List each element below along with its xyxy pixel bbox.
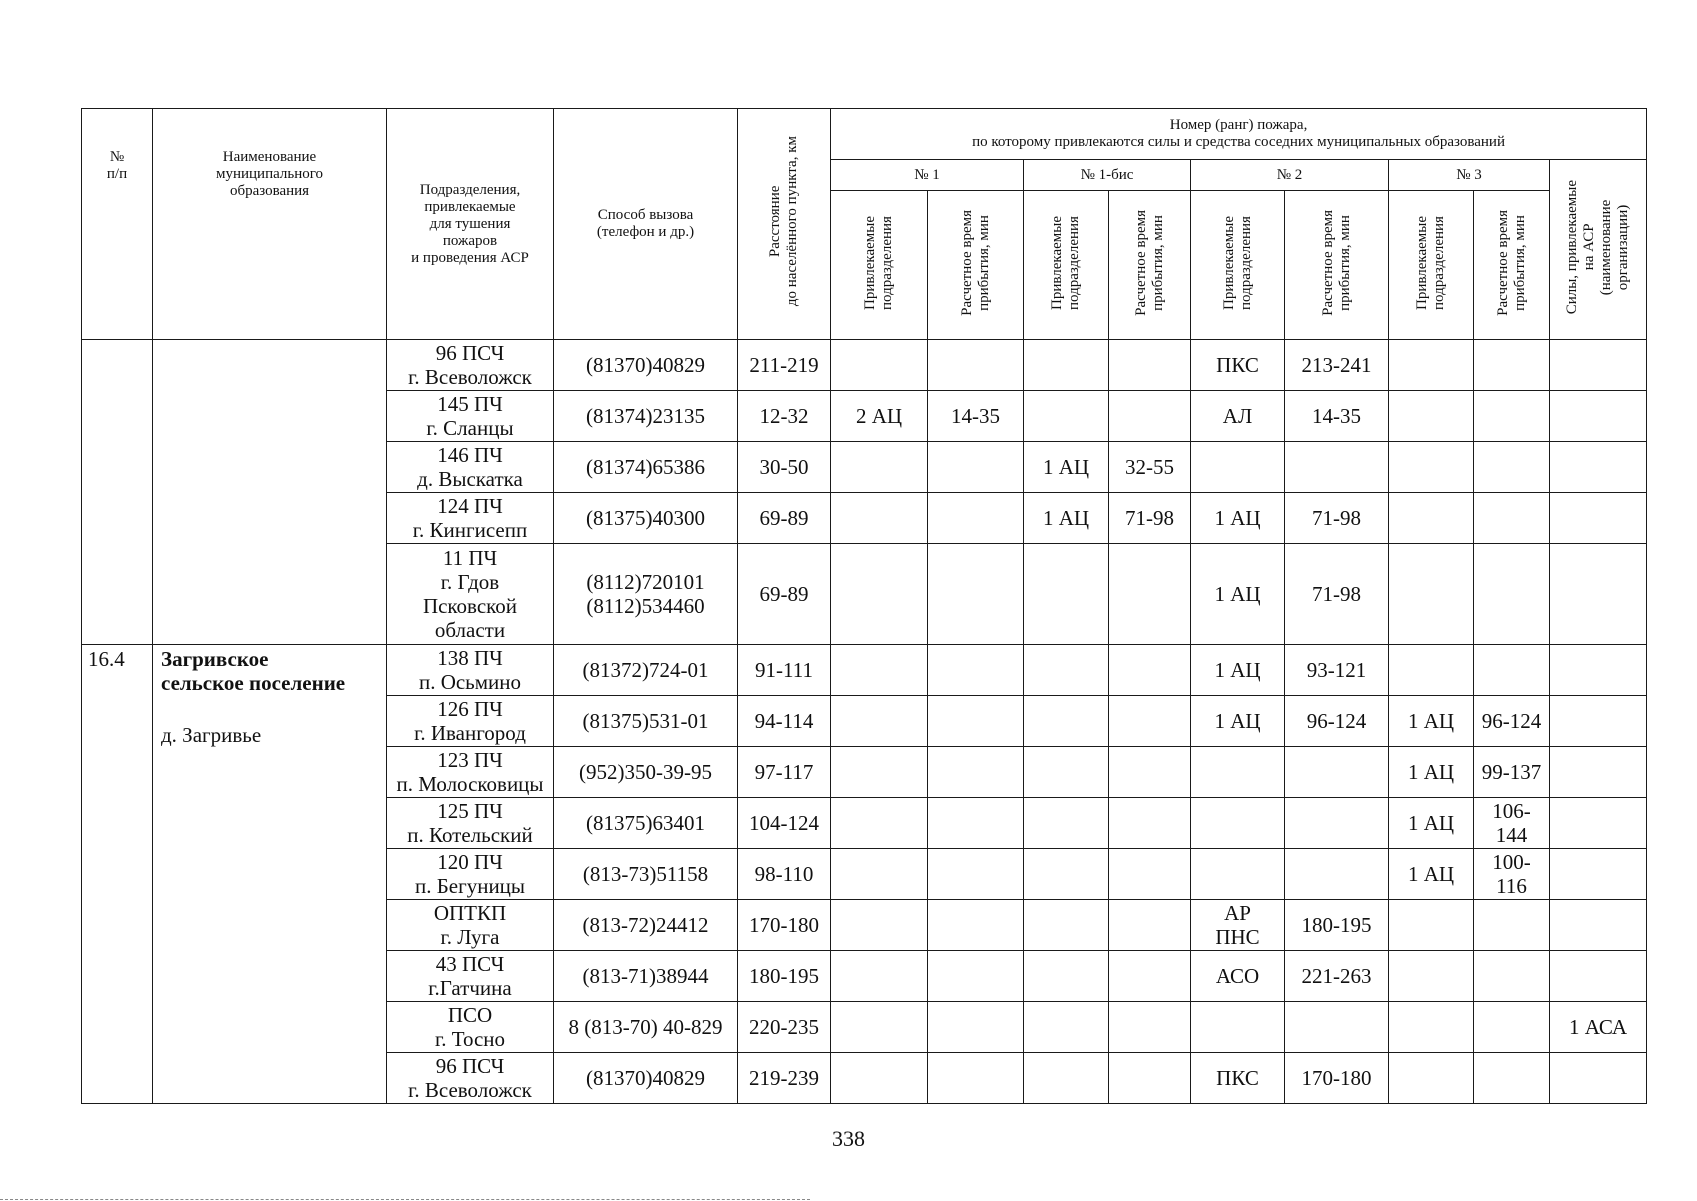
r1-time-cell bbox=[928, 798, 1024, 849]
header-sub-units-label: Привлекаемые подразделения bbox=[1049, 215, 1082, 310]
unit-cell: 123 ПЧ п. Молосковицы bbox=[387, 747, 554, 798]
header-asr-forces: Силы, привлекаемые на АСР (наименование организации) bbox=[1564, 179, 1632, 315]
distance-cell: 98-110 bbox=[738, 849, 831, 900]
r2-time-cell: 221-263 bbox=[1285, 951, 1389, 1002]
distance-cell: 69-89 bbox=[738, 544, 831, 645]
r3-time-cell bbox=[1474, 900, 1550, 951]
r3-units-cell bbox=[1389, 951, 1474, 1002]
r2-time-cell bbox=[1285, 1002, 1389, 1053]
r1-time-cell bbox=[928, 493, 1024, 544]
r1-units-cell bbox=[831, 798, 928, 849]
r1bis-time-cell bbox=[1109, 849, 1191, 900]
r1bis-time-cell bbox=[1109, 391, 1191, 442]
table-body bbox=[82, 340, 1647, 1104]
r1bis-time-cell: 71-98 bbox=[1109, 493, 1191, 544]
phone-cell: 8 (813-70) 40-829 bbox=[554, 1002, 738, 1053]
r2-units-cell: АР ПНС bbox=[1191, 900, 1285, 951]
r1-units-cell bbox=[831, 696, 928, 747]
header-sub-units bbox=[1191, 191, 1285, 340]
r2-units-cell: АСО bbox=[1191, 951, 1285, 1002]
r3-time-cell bbox=[1474, 544, 1550, 645]
unit-cell: 43 ПСЧ г.Гатчина bbox=[387, 951, 554, 1002]
r1-time-cell bbox=[928, 747, 1024, 798]
phone-cell: (81375)63401 bbox=[554, 798, 738, 849]
municipality-cell-empty bbox=[153, 340, 387, 645]
r2-units-cell bbox=[1191, 849, 1285, 900]
distance-cell: 104-124 bbox=[738, 798, 831, 849]
r1-time-cell bbox=[928, 544, 1024, 645]
r3-time-cell bbox=[1474, 493, 1550, 544]
r1bis-units-cell bbox=[1024, 340, 1109, 391]
r3-units-cell bbox=[1389, 391, 1474, 442]
r3-units-cell bbox=[1389, 1053, 1474, 1104]
distance-cell: 220-235 bbox=[738, 1002, 831, 1053]
r3-units-cell: 1 АЦ bbox=[1389, 696, 1474, 747]
header-rank-title: Номер (ранг) пожара, по которому привлекаются силы и средства соседних муниципальных образований bbox=[831, 109, 1647, 160]
r1-time-cell: 14-35 bbox=[928, 391, 1024, 442]
r2-time-cell: 14-35 bbox=[1285, 391, 1389, 442]
header-call-method: Способ вызова (телефон и др.) bbox=[554, 109, 738, 340]
r1bis-units-cell bbox=[1024, 1002, 1109, 1053]
header-sub-units-label: Привлекаемые подразделения bbox=[1414, 215, 1447, 310]
phone-cell: (81372)724-01 bbox=[554, 645, 738, 696]
municipality-name: Загривское сельское поселение bbox=[161, 647, 346, 695]
asr-forces-cell bbox=[1550, 391, 1647, 442]
r1-units-cell bbox=[831, 900, 928, 951]
header-municipality: Наименование муниципального образования bbox=[153, 109, 387, 340]
phone-cell: (813-72)24412 bbox=[554, 900, 738, 951]
fire-forces-table bbox=[81, 108, 1647, 1104]
unit-cell: 146 ПЧ д. Выскатка bbox=[387, 442, 554, 493]
r3-time-cell bbox=[1474, 340, 1550, 391]
r1-units-cell bbox=[831, 951, 928, 1002]
header-rank-1bis: № 1-бис bbox=[1024, 160, 1191, 191]
r2-units-cell bbox=[1191, 798, 1285, 849]
phone-cell: (81370)40829 bbox=[554, 340, 738, 391]
r1bis-time-cell bbox=[1109, 798, 1191, 849]
r3-units-cell: 1 АЦ bbox=[1389, 849, 1474, 900]
r1bis-time-cell bbox=[1109, 340, 1191, 391]
header-sub-units-label: Привлекаемые подразделения bbox=[862, 215, 895, 310]
r3-time-cell bbox=[1474, 951, 1550, 1002]
r3-units-cell bbox=[1389, 900, 1474, 951]
r1bis-units-cell bbox=[1024, 1053, 1109, 1104]
r2-units-cell: 1 АЦ bbox=[1191, 645, 1285, 696]
r3-units-cell bbox=[1389, 645, 1474, 696]
r2-time-cell: 71-98 bbox=[1285, 544, 1389, 645]
table-row bbox=[82, 340, 1647, 391]
r1bis-units-cell bbox=[1024, 391, 1109, 442]
header-number: № п/п bbox=[82, 109, 153, 340]
header-sub-units-label: Привлекаемые подразделения bbox=[1220, 215, 1254, 310]
asr-forces-cell bbox=[1550, 900, 1647, 951]
r1bis-time-cell bbox=[1109, 1053, 1191, 1104]
r1bis-units-cell bbox=[1024, 696, 1109, 747]
r1bis-time-cell: 32-55 bbox=[1109, 442, 1191, 493]
asr-forces-cell bbox=[1550, 1053, 1647, 1104]
r3-units-cell bbox=[1389, 340, 1474, 391]
asr-forces-cell bbox=[1550, 442, 1647, 493]
asr-forces-cell bbox=[1550, 696, 1647, 747]
r3-time-cell bbox=[1474, 442, 1550, 493]
r1-units-cell bbox=[831, 493, 928, 544]
r1-time-cell bbox=[928, 1053, 1024, 1104]
unit-cell: 124 ПЧ г. Кингисепп bbox=[387, 493, 554, 544]
page-number: 338 bbox=[832, 1126, 865, 1151]
header-units: Подразделения, привлекаемые для тушения пожаров и проведения АСР bbox=[387, 109, 554, 340]
distance-cell: 69-89 bbox=[738, 493, 831, 544]
r1bis-units-cell bbox=[1024, 798, 1109, 849]
r1-units-cell bbox=[831, 442, 928, 493]
r1-time-cell bbox=[928, 442, 1024, 493]
asr-forces-cell bbox=[1550, 645, 1647, 696]
r1bis-units-cell bbox=[1024, 747, 1109, 798]
phone-cell: (81374)65386 bbox=[554, 442, 738, 493]
unit-cell: 125 ПЧ п. Котельский bbox=[387, 798, 554, 849]
r2-units-cell bbox=[1191, 1002, 1285, 1053]
asr-forces-cell bbox=[1550, 951, 1647, 1002]
table-header bbox=[82, 109, 1647, 340]
r1-time-cell bbox=[928, 1002, 1024, 1053]
r1-units-cell bbox=[831, 849, 928, 900]
r3-time-cell bbox=[1474, 645, 1550, 696]
r1-time-cell bbox=[928, 849, 1024, 900]
r1-units-cell bbox=[831, 340, 928, 391]
header-distance-cell bbox=[738, 109, 831, 340]
r3-units-cell: 1 АЦ bbox=[1389, 798, 1474, 849]
unit-cell: 145 ПЧ г. Сланцы bbox=[387, 391, 554, 442]
r2-time-cell bbox=[1285, 747, 1389, 798]
phone-cell: (813-71)38944 bbox=[554, 951, 738, 1002]
header-sub-time-label: Расчетное время прибытия, мин bbox=[1132, 209, 1166, 316]
number-cell-empty bbox=[82, 340, 153, 645]
phone-cell: (81375)40300 bbox=[554, 493, 738, 544]
r3-time-cell: 96-124 bbox=[1474, 696, 1550, 747]
unit-cell: 96 ПСЧ г. Всеволожск bbox=[387, 340, 554, 391]
r3-units-cell bbox=[1389, 1002, 1474, 1053]
header-sub-units bbox=[1024, 191, 1109, 340]
municipality-center: д. Загривье bbox=[161, 723, 262, 747]
r1bis-units-cell bbox=[1024, 951, 1109, 1002]
r1bis-units-cell bbox=[1024, 645, 1109, 696]
r1bis-time-cell bbox=[1109, 747, 1191, 798]
asr-forces-cell bbox=[1550, 747, 1647, 798]
phone-cell: (952)350-39-95 bbox=[554, 747, 738, 798]
r2-units-cell bbox=[1191, 442, 1285, 493]
header-sub-time-label: Расчетное время прибытия, мин bbox=[1319, 209, 1353, 316]
phone-cell: (8112)720101 (8112)534460 bbox=[554, 544, 738, 645]
r2-time-cell: 170-180 bbox=[1285, 1053, 1389, 1104]
phone-cell: (81374)23135 bbox=[554, 391, 738, 442]
r2-units-cell: 1 АЦ bbox=[1191, 696, 1285, 747]
r2-time-cell: 93-121 bbox=[1285, 645, 1389, 696]
asr-forces-cell bbox=[1550, 798, 1647, 849]
distance-cell: 219-239 bbox=[738, 1053, 831, 1104]
unit-cell: 138 ПЧ п. Осьмино bbox=[387, 645, 554, 696]
r3-units-cell bbox=[1389, 442, 1474, 493]
r2-units-cell: ПКС bbox=[1191, 340, 1285, 391]
section-municipality bbox=[153, 645, 387, 1104]
r2-units-cell: 1 АЦ bbox=[1191, 544, 1285, 645]
r1-units-cell bbox=[831, 645, 928, 696]
r1-time-cell bbox=[928, 645, 1024, 696]
r3-time-cell: 106- 144 bbox=[1474, 798, 1550, 849]
r1bis-time-cell bbox=[1109, 645, 1191, 696]
header-asr-forces-cell bbox=[1550, 160, 1647, 340]
header-rank-3: № 3 bbox=[1389, 160, 1550, 191]
r1-units-cell bbox=[831, 1053, 928, 1104]
r2-time-cell: 96-124 bbox=[1285, 696, 1389, 747]
asr-forces-cell: 1 АСА bbox=[1550, 1002, 1647, 1053]
unit-cell: 96 ПСЧ г. Всеволожск bbox=[387, 1053, 554, 1104]
phone-cell: (81370)40829 bbox=[554, 1053, 738, 1104]
r2-time-cell: 180-195 bbox=[1285, 900, 1389, 951]
header-sub-time bbox=[1109, 191, 1191, 340]
r1bis-units-cell bbox=[1024, 900, 1109, 951]
header-sub-units bbox=[1389, 191, 1474, 340]
r2-units-cell: АЛ bbox=[1191, 391, 1285, 442]
r3-time-cell bbox=[1474, 1053, 1550, 1104]
r2-units-cell bbox=[1191, 747, 1285, 798]
table-row bbox=[82, 645, 1647, 696]
r1-units-cell bbox=[831, 544, 928, 645]
r2-time-cell bbox=[1285, 849, 1389, 900]
r2-time-cell: 213-241 bbox=[1285, 340, 1389, 391]
r2-time-cell bbox=[1285, 798, 1389, 849]
r2-units-cell: ПКС bbox=[1191, 1053, 1285, 1104]
header-sub-time bbox=[1285, 191, 1389, 340]
r1bis-units-cell: 1 АЦ bbox=[1024, 493, 1109, 544]
header-sub-time-label: Расчетное время прибытия, мин bbox=[1494, 209, 1528, 316]
r1-time-cell bbox=[928, 951, 1024, 1002]
r1bis-time-cell bbox=[1109, 544, 1191, 645]
r1-time-cell bbox=[928, 696, 1024, 747]
distance-cell: 211-219 bbox=[738, 340, 831, 391]
r1bis-units-cell bbox=[1024, 544, 1109, 645]
r1-time-cell bbox=[928, 900, 1024, 951]
r3-time-cell: 99-137 bbox=[1474, 747, 1550, 798]
r2-units-cell: 1 АЦ bbox=[1191, 493, 1285, 544]
distance-cell: 180-195 bbox=[738, 951, 831, 1002]
r1bis-units-cell: 1 АЦ bbox=[1024, 442, 1109, 493]
asr-forces-cell bbox=[1550, 340, 1647, 391]
header-sub-time bbox=[1474, 191, 1550, 340]
r1bis-time-cell bbox=[1109, 1002, 1191, 1053]
header-rank-2: № 2 bbox=[1191, 160, 1389, 191]
r1bis-time-cell bbox=[1109, 900, 1191, 951]
r3-units-cell bbox=[1389, 493, 1474, 544]
phone-cell: (81375)531-01 bbox=[554, 696, 738, 747]
header-sub-time-label: Расчетное время прибытия, мин bbox=[958, 209, 992, 316]
section-number: 16.4 bbox=[82, 645, 153, 1104]
header-rank-1: № 1 bbox=[831, 160, 1024, 191]
header-distance: Расстояние до населённого пункта, км bbox=[767, 136, 800, 307]
unit-cell: 126 ПЧ г. Ивангород bbox=[387, 696, 554, 747]
header-sub-time bbox=[928, 191, 1024, 340]
r1-units-cell bbox=[831, 747, 928, 798]
r1-time-cell bbox=[928, 340, 1024, 391]
distance-cell: 91-111 bbox=[738, 645, 831, 696]
unit-cell: 120 ПЧ п. Бегуницы bbox=[387, 849, 554, 900]
r2-time-cell bbox=[1285, 442, 1389, 493]
asr-forces-cell bbox=[1550, 493, 1647, 544]
unit-cell: ПСО г. Тосно bbox=[387, 1002, 554, 1053]
r3-units-cell bbox=[1389, 544, 1474, 645]
distance-cell: 170-180 bbox=[738, 900, 831, 951]
r1-units-cell: 2 АЦ bbox=[831, 391, 928, 442]
unit-cell: 11 ПЧ г. Гдов Псковской области bbox=[387, 544, 554, 645]
distance-cell: 12-32 bbox=[738, 391, 831, 442]
asr-forces-cell bbox=[1550, 544, 1647, 645]
r3-time-cell bbox=[1474, 391, 1550, 442]
header-sub-units bbox=[831, 191, 928, 340]
r1-units-cell bbox=[831, 1002, 928, 1053]
r1bis-time-cell bbox=[1109, 951, 1191, 1002]
distance-cell: 97-117 bbox=[738, 747, 831, 798]
distance-cell: 94-114 bbox=[738, 696, 831, 747]
r1bis-time-cell bbox=[1109, 696, 1191, 747]
distance-cell: 30-50 bbox=[738, 442, 831, 493]
r2-time-cell: 71-98 bbox=[1285, 493, 1389, 544]
asr-forces-cell bbox=[1550, 849, 1647, 900]
r3-time-cell bbox=[1474, 1002, 1550, 1053]
phone-cell: (813-73)51158 bbox=[554, 849, 738, 900]
unit-cell: ОПТКП г. Луга bbox=[387, 900, 554, 951]
r3-units-cell: 1 АЦ bbox=[1389, 747, 1474, 798]
r3-time-cell: 100- 116 bbox=[1474, 849, 1550, 900]
r1bis-units-cell bbox=[1024, 849, 1109, 900]
